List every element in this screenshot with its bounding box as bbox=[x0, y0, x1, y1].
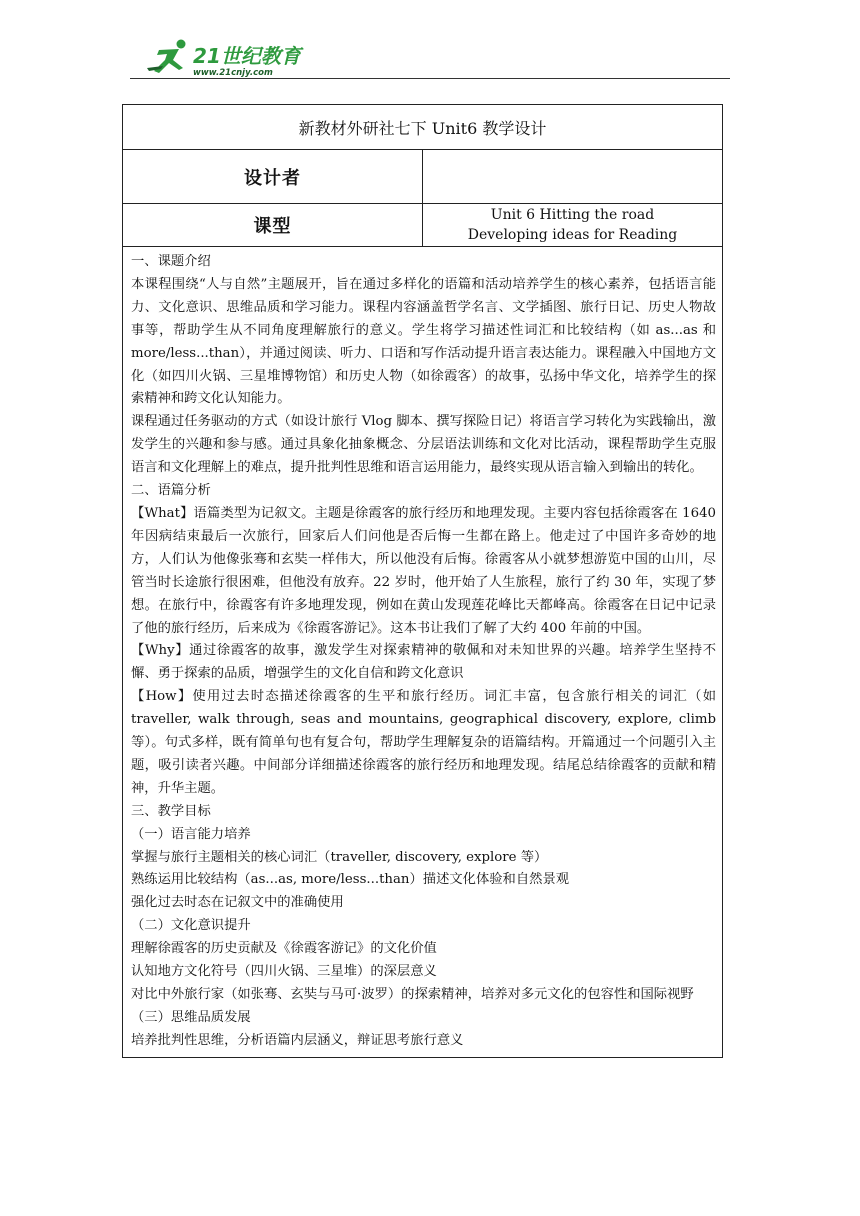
paragraph-how: 【How】使用过去时态描述徐霞客的生平和旅行经历。词汇丰富，包含旅行相关的词汇（如 traveller, walk through, seas and mountains, geographical discovery, explore, climb 等）。句式多样，既有简单句也有复合句，帮助学生理解复杂的语篇结构。开篇通过一个问题引入主题，吸引读者兴趣。中间部分详细描述徐霞客的旅行经历和地理发现。结尾总结徐霞客的贡献和精神，升华主题。 bbox=[131, 689, 716, 796]
list-item: 强化过去时态在记叙文中的准确使用 bbox=[131, 895, 344, 911]
list-item: 培养批判性思维，分析语篇内层涵义，辩证思考旅行意义 bbox=[131, 1032, 464, 1048]
course-type-label: 课型 bbox=[123, 204, 423, 247]
course-type-row bbox=[123, 204, 723, 247]
course-type-line-2: Developing ideas for Reading bbox=[467, 227, 678, 243]
logo-brand-text: 21世纪教育 bbox=[193, 44, 301, 68]
logo-url-text: www.21cnjy.com bbox=[193, 68, 273, 78]
subsection-heading: （二）文化意识提升 bbox=[131, 918, 251, 934]
paragraph-what: 【What】语篇类型为记叙文。主题是徐霞客的旅行经历和地理发现。主要内容包括徐霞客在 1640 年因病结束最后一次旅行，回家后人们问他是否后悔一生都在路上。他走过了中国许多奇妙的地方，人们认为他像张骞和玄奘一样伟大，所以他没有后悔。徐霞客从小就梦想游览中国的山川，尽管当时长途旅行很困难，但他没有放弃。22 岁时，他开始了人生旅程，旅行了约 30 年，实现了梦想。在旅行中，徐霞客有许多地理发现，例如在黄山发现莲花峰比天都峰高。徐霞客在日记中记录了他的旅行经历，后来成为《徐霞客游记》。这本书让我们了解了大约 400 年前的中国。 bbox=[131, 505, 716, 636]
list-item: 认知地方文化符号（四川火锅、三星堆）的深层意义 bbox=[131, 964, 437, 980]
document-title: 新教材外研社七下 Unit6 教学设计 bbox=[123, 105, 723, 150]
subsection-heading: （一）语言能力培养 bbox=[131, 826, 251, 842]
content-row bbox=[123, 247, 723, 1058]
designer-value bbox=[423, 150, 723, 204]
lesson-plan-table bbox=[122, 104, 723, 1058]
header-rule bbox=[130, 78, 730, 79]
list-item: 熟练运用比较结构（as...as, more/less...than）描述文化体验和自然景观 bbox=[131, 872, 570, 888]
title-row bbox=[123, 105, 723, 150]
section-heading: 三、教学目标 bbox=[131, 803, 211, 819]
list-item: 掌握与旅行主题相关的核心词汇（traveller, discovery, explore 等） bbox=[131, 849, 548, 865]
course-type-line-1: Unit 6 Hitting the road bbox=[490, 207, 655, 223]
subsection-heading: （三）思维品质发展 bbox=[131, 1009, 251, 1025]
section-heading: 二、语篇分析 bbox=[131, 483, 211, 499]
paragraph-why: 【Why】通过徐霞客的故事，激发学生对探索精神的敬佩和对未知世界的兴趣。培养学生坚持不懈、勇于探索的品质，增强学生的文化自信和跨文化意识 bbox=[131, 643, 716, 682]
course-type-value bbox=[423, 204, 723, 247]
paragraph: 课程通过任务驱动的方式（如设计旅行 Vlog 脚本、撰写探险日记）将语言学习转化为实践输出，激发学生的兴趣和参与感。通过具象化抽象概念、分层语法训练和文化对比活动，课程帮助学生克服语言和文化理解上的难点，提升批判性思维和语言运用能力，最终实现从语言输入到输出的转化。 bbox=[131, 414, 716, 476]
content-cell bbox=[123, 247, 723, 1058]
section-heading: 一、课题介绍 bbox=[131, 254, 211, 269]
designer-row bbox=[123, 150, 723, 204]
list-item: 理解徐霞客的历史贡献及《徐霞客游记》的文化价值 bbox=[131, 941, 437, 957]
runner-icon bbox=[147, 40, 186, 74]
list-item: 对比中外旅行家（如张骞、玄奘与马可·波罗）的探索精神，培养对多元文化的包容性和国际视野 bbox=[131, 987, 694, 1002]
logo-21cnjy bbox=[143, 38, 313, 80]
designer-label: 设计者 bbox=[123, 150, 423, 204]
paragraph: 本课程围绕“人与自然”主题展开，旨在通过多样化的语篇和活动培养学生的核心素养，包括语言能力、文化意识、思维品质和学习能力。课程内容涵盖哲学名言、文学插图、旅行日记、历史人物故事等，帮助学生从不同角度理解旅行的意义。学生将学习描述性词汇和比较结构（如 as...as 和 more/less...than），并通过阅读、听力、口语和写作活动提升语言表达能力。课程融入中国地方文化（如四川火锅、三星堆博物馆）和历史人物（如徐霞客）的故事，弘扬中华文化，培养学生的探索精神和跨文化认知能力。 bbox=[131, 276, 716, 407]
